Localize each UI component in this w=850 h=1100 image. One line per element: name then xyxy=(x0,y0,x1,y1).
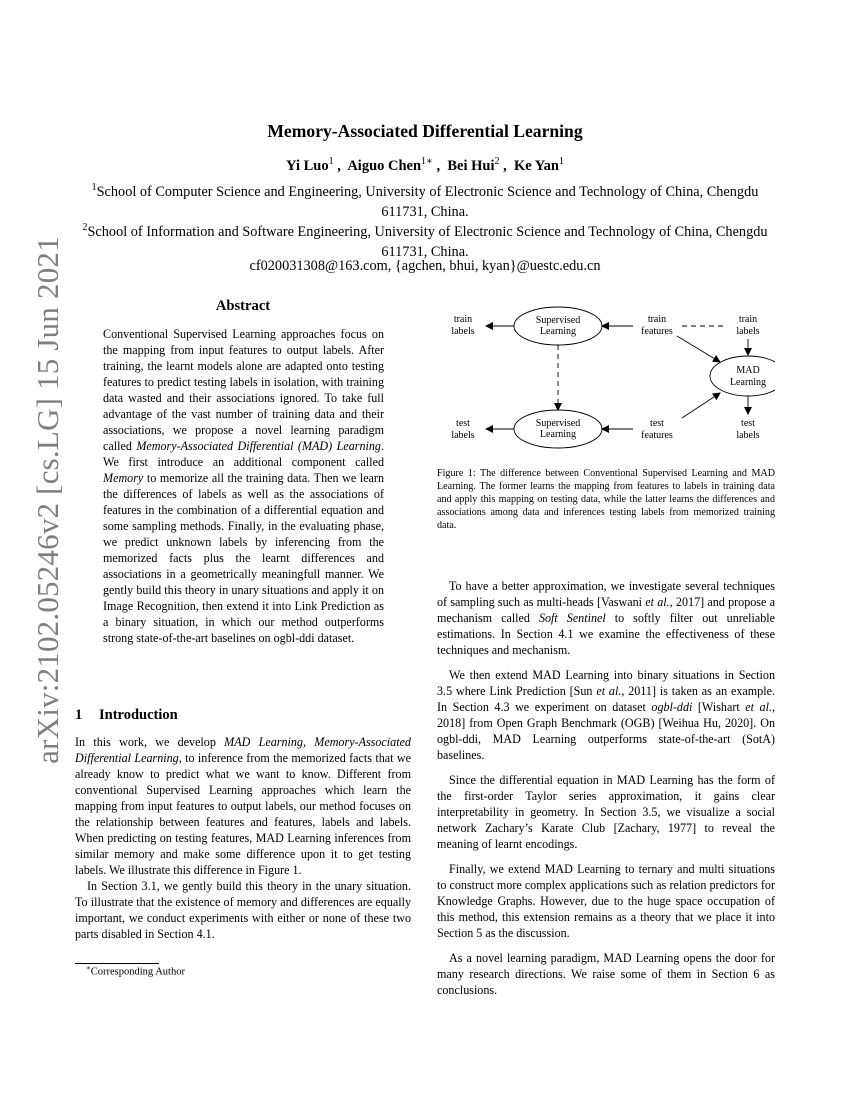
emphasis: ogbl-ddi xyxy=(651,700,693,714)
paragraph: In Section 3.1, we gently build this theory in the unary situation. To illustrate that the existence of memory and differences are equally important, we conduct experiments with either or none of these two parts disabled in Section 4.1. xyxy=(75,879,411,941)
node-label: Learning xyxy=(729,377,767,388)
abstract-text: Conventional Supervised Learning approaches focus on the mapping from input features to output labels. After training, the learnt models alone are adapted onto testing features to predict testing labels in isolation, with training data wasted and their associations ignored. To take full advantage of the vast number of training data and their associations, we propose a novel learning paradigm called xyxy=(103,327,384,453)
label-train-labels-right: train xyxy=(738,314,758,325)
label-train-labels-left: train xyxy=(453,314,473,325)
footnote-text: Corresponding Author xyxy=(90,966,185,978)
author-list: Yi Luo$^1$ , Aiguo Chen$^{1∗}$ , Bei Hui$^2$ , Ke Yan$^1$ xyxy=(286,156,564,174)
emphasis: et al. xyxy=(596,684,622,698)
label-train-features: features xyxy=(641,326,673,337)
abstract-emphasis: Memory-Associated Differential (MAD) Learning xyxy=(136,439,381,453)
text: , 2011] is taken as an example. In Section 4.3 we experiment on dataset xyxy=(437,684,775,714)
node-label: Learning xyxy=(539,326,577,337)
right-column-body xyxy=(437,578,775,1007)
emphasis: et al. xyxy=(745,700,772,714)
author-name: Aiguo Chen xyxy=(347,157,422,174)
node-label: Learning xyxy=(539,429,577,440)
abstract-text: . We first introduce an additional component called xyxy=(103,439,384,469)
label-test-labels-right: test xyxy=(741,418,755,429)
abstract-emphasis: Memory xyxy=(103,471,144,485)
label-train-labels-left: labels xyxy=(451,326,475,337)
text: , 2018] from Open Graph Benchmark (OGB) [Weihua Hu, 2020]. On ogbl-ddi, MAD Learning outperforms state-of-the-art (SotA) baselines. xyxy=(437,700,776,762)
paragraph: As a novel learning paradigm, MAD Learning opens the door for many research directions. We raise some of them in Section 6 as conclusions. xyxy=(437,951,775,997)
author-mark: 1∗ xyxy=(421,156,433,167)
emphasis: MAD Learning, Memory-Associated Differential Learning xyxy=(75,735,411,765)
figure-1 xyxy=(437,300,775,450)
abstract-body xyxy=(103,326,384,646)
label-test-features: features xyxy=(641,430,673,441)
text: [Wishart xyxy=(692,700,746,714)
section-title: Introduction xyxy=(99,707,178,723)
paragraph xyxy=(437,667,775,763)
paragraph xyxy=(437,578,775,658)
affiliation-text: School of Computer Science and Engineering, University of Electronic Science and Technology of China, Chengdu 611731, China. xyxy=(96,183,759,220)
text: , to inference from the memorized facts that we already know to predict what we want to know. Different from conventional Supervised Learning approaches which learn the mapping from input features to output labels, our method focuses on the relationship between features and features, labels and labels. When predicting on testing features, MAD Learning inferences from similar memory and make some difference upon it to get testing labels. We illustrate this difference in Figure 1. xyxy=(75,751,411,877)
affiliation-mark: 2 xyxy=(82,222,88,233)
abstract-text: to memorize all the training data. Then we learn the differences of labels as well as the associations of features in the combination of a differential equation and some sampling methods. Finally, in the evaluating phase, we predict unknown labels by inferencing from the memorized facts plus the learnt differences and associations in a geometrically meaningfull manner. We gently build this theory in unary situations and apply it on Image Recognition, then extend it into Link Prediction as a binary situation, in which our method outperforms strong state-of-the-art baselines on ogbl-ddi dataset. xyxy=(103,471,384,645)
author-name: Bei Hui xyxy=(447,157,495,174)
emphasis: Soft Sentinel xyxy=(538,611,606,625)
author-name: Ke Yan xyxy=(513,157,559,174)
label-train-features: train xyxy=(647,314,667,325)
footnote-mark: ∗ xyxy=(86,964,91,972)
node-label: MAD xyxy=(736,365,760,376)
author-mark: 2 xyxy=(494,156,500,167)
emphasis: et al. xyxy=(645,595,670,609)
author-name: Yi Luo xyxy=(286,157,329,174)
figure-1-caption: Figure 1: The difference between Conventional Supervised Learning and MAD Learning. The former learns the mapping from features to labels in training data and apply this mapping on testing data, while the latter learns the differences and associations among data and inferences testing labels from memorized training data. xyxy=(437,468,775,531)
node-label: Supervised xyxy=(535,315,581,326)
figure-1-diagram xyxy=(437,300,775,450)
text: In this work, we develop xyxy=(75,735,225,749)
node-label: Supervised xyxy=(535,418,581,429)
affiliation-1 xyxy=(75,178,775,222)
label-test-labels-left: labels xyxy=(451,430,475,441)
abstract-heading: Abstract xyxy=(215,298,271,314)
author-mark: 1 xyxy=(328,156,334,167)
author-mark: 1 xyxy=(558,156,564,167)
introduction-body xyxy=(75,734,411,942)
author-emails: cf020031308@163.com, {agchen, bhui, kyan}@uestc.edu.cn xyxy=(249,258,601,274)
label-test-features: test xyxy=(650,418,664,429)
label-test-labels-left: test xyxy=(456,418,470,429)
text: To have a better approximation, we investigate several techniques of sampling such as multi-heads [Vaswani xyxy=(437,579,775,609)
paragraph xyxy=(75,734,411,878)
arxiv-id: arXiv:2102.05246v2 [cs.LG] 15 Jun 2021 xyxy=(30,236,65,764)
edge-train-features-to-mad xyxy=(677,336,720,362)
text: to softly filter out unreliable estimations. In Section 4.1 we examine the effectiveness of these techniques and mechanism. xyxy=(437,611,775,657)
paragraph: Since the differential equation in MAD Learning has the form of the first-order Taylor series approximation, it gains clear interpretability in geometry. In Section 3.5, we visualize a social network Zachary’s Karate Club [Zachary, 1977] to reveal the meaning of learnt encodings. xyxy=(437,773,775,851)
section-number: 1 xyxy=(75,707,83,723)
affiliation-text: School of Information and Software Engineering, University of Electronic Science and Technology of China, Chengdu 611731, China. xyxy=(87,223,768,260)
affiliation-mark: 1 xyxy=(91,182,97,193)
paper-title: Memory-Associated Differential Learning xyxy=(267,121,583,141)
paragraph: Finally, we extend MAD Learning to ternary and multi situations to construct more complex applications such as relation predictors for Knowledge Graphs. However, due to the huge space occupation of this method, this extension remains as a theory that we place it into Section 5 as the discussion. xyxy=(437,862,775,940)
label-test-labels-right: labels xyxy=(736,430,760,441)
edge-test-features-to-mad xyxy=(682,393,720,418)
text: , 2017] and propose a mechanism called xyxy=(437,595,775,625)
affiliation-2 xyxy=(75,218,775,262)
label-train-labels-right: labels xyxy=(736,326,760,337)
footnote xyxy=(86,964,185,978)
text: We then extend MAD Learning into binary situations in Section 3.5 where Link Prediction [Sun xyxy=(437,668,775,698)
section-heading-introduction xyxy=(75,707,178,724)
